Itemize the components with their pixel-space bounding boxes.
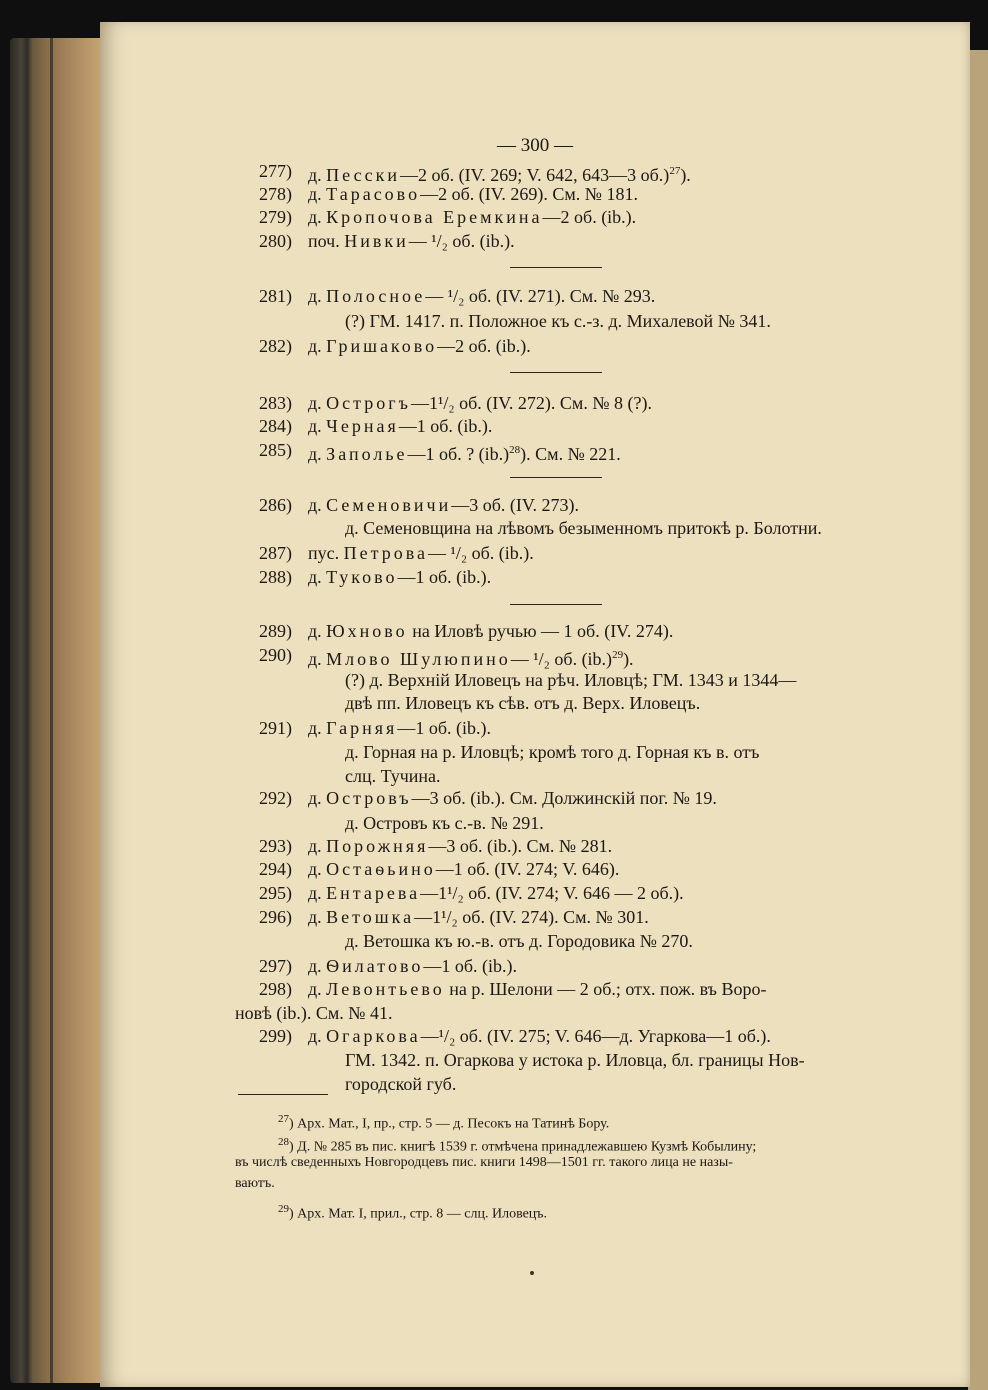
footnote-text: ) Д. № 285 въ пис. книгѣ 1539 г. отмѣчена принадлежавшею Кузмѣ Кобылину; [289, 1139, 757, 1155]
section-divider [510, 267, 602, 268]
continuation-text: двѣ пп. Иловецъ къ сѣв. отъ д. Верх. Иловецъ. [345, 693, 701, 713]
wrapped-text: новѣ (ib.). См. № 41. [235, 1003, 393, 1023]
entry-text [308, 955, 517, 977]
settlement-type: д. [308, 956, 322, 976]
entry-number: 286) [259, 495, 292, 515]
settlement-type: д. [308, 207, 322, 227]
entry-text [308, 285, 655, 307]
settlement-type: д. [308, 495, 322, 515]
entry-text [308, 439, 621, 465]
settlement-name: Семеновичи [326, 495, 452, 515]
settlement-name: Левонтьево [326, 979, 445, 999]
settlement-name: Петрова [343, 543, 428, 563]
section-divider [510, 604, 602, 605]
footnote [235, 1152, 733, 1173]
entry-number: 283) [259, 393, 292, 413]
entry-details: —1 об. ? (ib.) [407, 444, 510, 464]
settlement-type: д. [308, 393, 322, 413]
footnote-ref: 29 [612, 649, 624, 661]
entry-details: —3 об. (IV. 273). [451, 495, 580, 515]
settlement-name: Острогъ [326, 393, 411, 413]
entry-number: 296) [259, 907, 292, 927]
settlement-type: д. [308, 883, 322, 903]
entry-number: 290) [259, 645, 292, 665]
settlement-type: д. [308, 1026, 322, 1046]
entry-number: 284) [259, 416, 292, 436]
settlement-name: Тарасово [326, 184, 421, 204]
book-page-edges [10, 38, 105, 1383]
settlement-type: д. [308, 286, 322, 306]
entry-number: 277) [259, 161, 292, 181]
settlement-name: Черная [326, 416, 399, 436]
settlement-name: Млово Шулюпино [326, 649, 511, 669]
entry-text [308, 787, 717, 809]
entry-text [308, 978, 767, 1000]
settlement-type: пус. [308, 543, 340, 563]
entry-text [308, 415, 492, 437]
entry-text [308, 392, 652, 414]
entry-tail: ). См. № 221. [520, 444, 621, 464]
entry-text [308, 644, 634, 670]
settlement-name: Порожняя [326, 836, 429, 856]
entry-number: 278) [259, 184, 292, 204]
entry-details: — ¹/₂ об. (IV. 271). См. № 293. [425, 286, 656, 306]
entry-number: 294) [259, 859, 292, 879]
entry-details: —3 об. (ib.). См. Должинскій пог. № 19. [411, 788, 717, 808]
book-page [100, 22, 970, 1387]
settlement-name: Юхново [326, 621, 408, 641]
entry-number: 298) [259, 979, 292, 999]
entry-text [308, 717, 491, 739]
entry-text [308, 906, 649, 928]
settlement-name: Нивки [344, 231, 409, 251]
entry-number: 289) [259, 621, 292, 641]
settlement-type: д. [308, 416, 322, 436]
settlement-type: д. [308, 979, 322, 999]
entry-number: 279) [259, 207, 292, 227]
entry-details: —1 об. (ib.). [397, 718, 491, 738]
entry-text [308, 858, 619, 880]
entry-text [308, 542, 534, 564]
entry-number: 288) [259, 567, 292, 587]
settlement-type: д. [308, 184, 322, 204]
entry-tail: ). [623, 649, 634, 669]
settlement-type: д. [308, 567, 322, 587]
entry-text [308, 835, 612, 857]
ink-speck [530, 1271, 534, 1275]
entry-details: —1¹/₂ об. (IV. 274; V. 646 — 2 об.). [420, 883, 684, 903]
footnote-ref: 27 [669, 165, 681, 177]
settlement-name: Ѳилатово [326, 956, 424, 976]
footnote-mark: 29 [278, 1203, 289, 1215]
entry-number: 280) [259, 231, 292, 251]
continuation-text: (?) ГМ. 1417. п. Положное къ с.-з. д. Михалевой № 341. [345, 311, 771, 331]
footnote-rule [238, 1094, 328, 1095]
entry-number: 295) [259, 883, 292, 903]
adjacent-page-edge [968, 50, 988, 1390]
entry-number: 291) [259, 718, 292, 738]
entry-text [308, 882, 684, 904]
entry-tail: ). [680, 165, 691, 185]
entry-text [308, 183, 638, 205]
settlement-type: д. [308, 165, 322, 185]
footnote-mark: 27 [278, 1113, 289, 1125]
entry-details: на р. Шелони — 2 об.; отх. пож. въ Воро- [444, 979, 767, 999]
entry-details: — ¹/₂ об. (ib.). [427, 543, 534, 563]
entry-details: — ¹/₂ об. (ib.). [408, 231, 515, 251]
settlement-name: Гришаково [326, 336, 438, 356]
footnote-text: ) Арх. Мат. I, прил., стр. 8 — слц. Иловецъ. [289, 1206, 548, 1222]
settlement-type: д. [308, 649, 322, 669]
continuation-text: городской губ. [345, 1074, 457, 1094]
settlement-type: поч. [308, 231, 340, 251]
entry-number: 282) [259, 336, 292, 356]
settlement-name: Полосное [326, 286, 426, 306]
settlement-name: Песски [326, 165, 400, 185]
settlement-type: д. [308, 836, 322, 856]
entry-number: 292) [259, 788, 292, 808]
entry-text [308, 566, 491, 588]
entry-details: на Иловѣ ручью — 1 об. (IV. 274). [407, 621, 674, 641]
continuation-text: д. Островъ къ с.-в. № 291. [345, 813, 544, 833]
settlement-name: Островъ [326, 788, 412, 808]
settlement-type: д. [308, 718, 322, 738]
entry-details: —1¹/₂ об. (IV. 272). См. № 8 (?). [410, 393, 652, 413]
footnote [278, 1109, 609, 1135]
entry-text [308, 620, 673, 642]
settlement-type: д. [308, 859, 322, 879]
entry-details: — ¹/₂ об. (ib.) [510, 649, 613, 669]
page-number: — 300 — [497, 135, 573, 156]
footnote-text: ) Арх. Мат., I, пр., стр. 5 — д. Песокъ на Татинѣ Бору. [289, 1116, 610, 1132]
entry-details: —2 об. (IV. 269; V. 642, 643—3 об.) [399, 165, 670, 185]
settlement-type: д. [308, 907, 322, 927]
settlement-type: д. [308, 336, 322, 356]
entry-details: —1 об. (IV. 274; V. 646). [435, 859, 620, 879]
entry-details: —¹/₂ об. (IV. 275; V. 646—д. Угаркова—1 об.). [420, 1026, 771, 1046]
entry-details: —1 об. (ib.). [397, 567, 492, 587]
settlement-name: Огаркова [326, 1026, 421, 1046]
footnote-wrap-text: ваютъ. [235, 1176, 275, 1191]
continuation-text: д. Горная на р. Иловцѣ; кромѣ того д. Горная къ в. отъ [345, 742, 760, 762]
continuation-text: д. Ветошка къ ю.-в. отъ д. Городовика № 270. [345, 931, 693, 951]
entry-number: 297) [259, 956, 292, 976]
entry-number: 281) [259, 286, 292, 306]
entry-number: 287) [259, 543, 292, 563]
continuation-text: д. Семеновщина на лѣвомъ безыменномъ притокѣ р. Болотни. [345, 518, 822, 538]
entry-details: —2 об. (ib.). [542, 207, 637, 227]
footnote [235, 1173, 275, 1194]
entry-text [308, 335, 531, 357]
section-divider [510, 372, 602, 373]
continuation-text: ГМ. 1342. п. Огаркова у истока р. Иловца, бл. границы Нов- [345, 1050, 805, 1070]
entry-text [308, 1025, 771, 1047]
settlement-name: Гарняя [326, 718, 398, 738]
continuation-text: (?) д. Верхній Иловецъ на рѣч. Иловцѣ; ГМ. 1343 и 1344— [345, 670, 797, 690]
entry-details: —1¹/₂ об. (IV. 274). См. № 301. [414, 907, 649, 927]
settlement-type: д. [308, 621, 322, 641]
entry-number: 299) [259, 1026, 292, 1046]
section-divider [510, 477, 602, 478]
entry-details: —1 об. (ib.). [423, 956, 517, 976]
settlement-name: Ветошка [326, 907, 415, 927]
footnote [278, 1199, 547, 1225]
footnote-wrap-text: въ числѣ сведенныхъ Новгородцевъ пис. книги 1498—1501 гг. такого лица не назы- [235, 1155, 733, 1170]
settlement-name: Остаѳьино [326, 859, 436, 879]
settlement-type: д. [308, 788, 322, 808]
continuation-text: слц. Тучина. [345, 766, 441, 786]
settlement-name: Туково [326, 567, 398, 587]
footnote-mark: 28 [278, 1136, 289, 1148]
entry-details: —3 об. (ib.). См. № 281. [428, 836, 613, 856]
entry-number: 285) [259, 440, 292, 460]
footnote-ref: 28 [509, 444, 521, 456]
entry-number: 293) [259, 836, 292, 856]
entry-text [308, 230, 515, 252]
settlement-name: Заполье [326, 444, 408, 464]
entry-text [308, 206, 636, 228]
settlement-type: д. [308, 444, 322, 464]
entry-details: —2 об. (ib.). [437, 336, 531, 356]
entry-text [308, 494, 579, 516]
settlement-name: Ентарева [326, 883, 421, 903]
entry-details: —1 об. (ib.). [398, 416, 493, 436]
settlement-name: Кропочова Еремкина [326, 207, 543, 227]
entry-details: —2 об. (IV. 269). См. № 181. [420, 184, 638, 204]
